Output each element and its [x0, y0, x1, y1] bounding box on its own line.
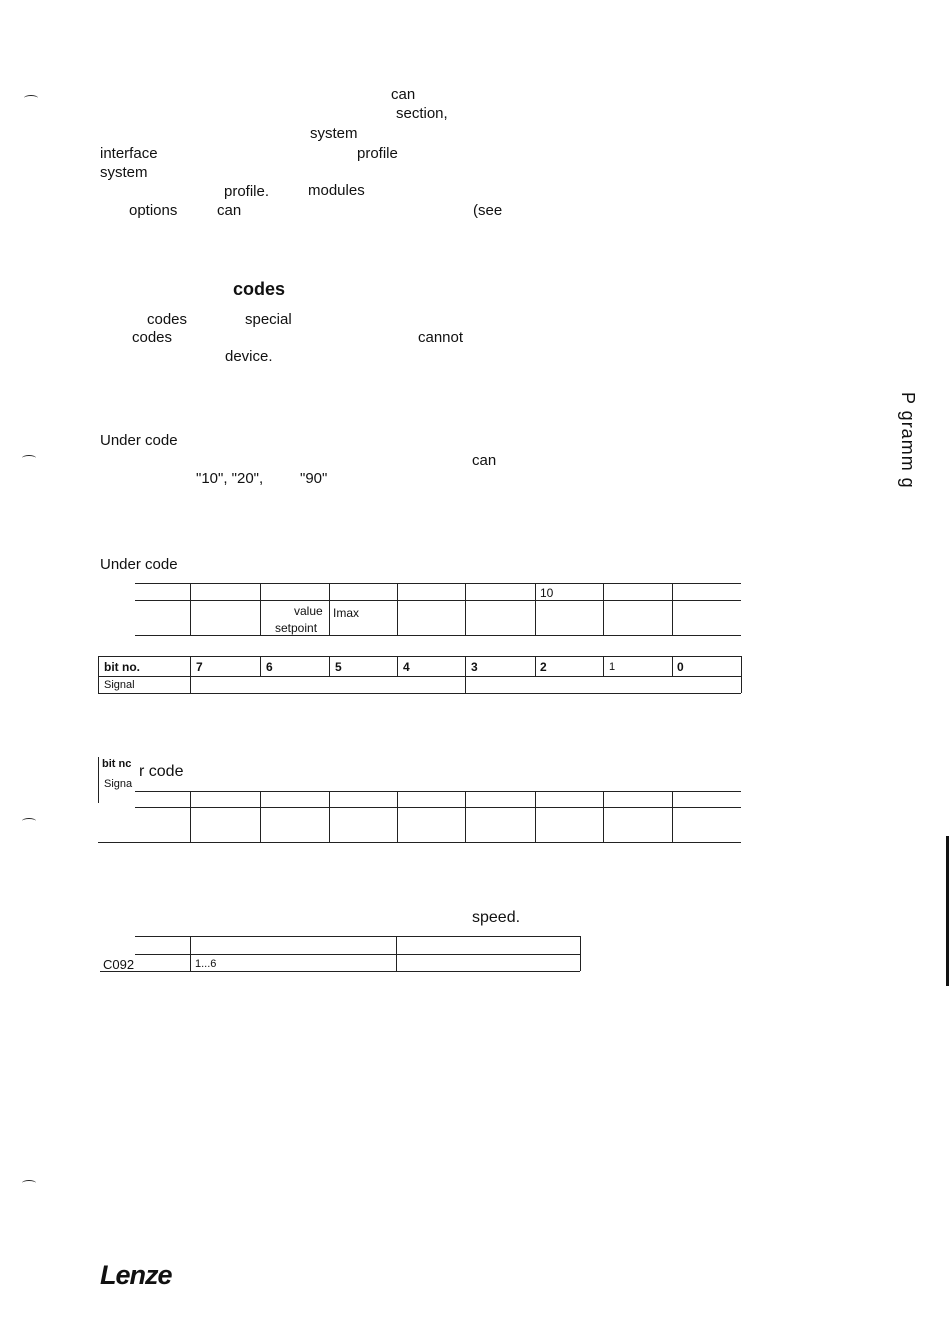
word: can	[391, 86, 416, 103]
word: modules	[308, 182, 365, 199]
margin-mark	[24, 95, 38, 101]
signal-label: Signa	[104, 778, 133, 790]
word: can	[217, 202, 242, 219]
bit-cell: 6	[266, 660, 273, 674]
word: profile.	[224, 183, 270, 200]
word: interface	[100, 145, 158, 162]
bit-cell: 4	[403, 660, 410, 674]
paragraph-label: r code	[139, 763, 184, 780]
range-cell: 1...6	[195, 958, 217, 970]
table-cell: 10	[540, 586, 554, 600]
word: system	[310, 125, 358, 142]
bit-cell: 3	[471, 660, 478, 674]
word: options	[129, 202, 178, 219]
section-heading: codes	[233, 279, 286, 299]
bit-cell: 2	[540, 660, 547, 674]
word: cannot	[418, 329, 464, 346]
bit-no-label: bit no.	[104, 660, 140, 674]
table-cell: setpoint	[275, 621, 318, 635]
paragraph-label: Under code	[100, 556, 178, 573]
bit-cell: 5	[335, 660, 342, 674]
word: system	[100, 164, 148, 181]
running-heading: P gramm g	[898, 392, 918, 489]
word: "90"	[300, 470, 328, 487]
bit-no-label: bit nc	[102, 758, 132, 770]
lenze-logo: Lenze	[100, 1260, 172, 1290]
word: device.	[225, 348, 273, 365]
table-cell: value	[294, 604, 323, 618]
word: speed.	[472, 909, 521, 926]
bit-cell: 7	[196, 660, 203, 674]
table-cell: Imax	[333, 606, 360, 620]
margin-mark	[22, 1180, 36, 1186]
edge-bar	[946, 836, 949, 986]
word: section,	[396, 105, 448, 122]
bit-cell: 0	[677, 660, 684, 674]
signal-label: Signal	[104, 679, 135, 691]
overlap-line	[98, 757, 99, 803]
word: can	[472, 452, 497, 469]
bit-cell: 1	[609, 661, 616, 673]
word: (see	[473, 202, 503, 219]
paragraph-label: Under code	[100, 432, 178, 449]
word: codes	[147, 311, 188, 328]
word: special	[245, 311, 292, 328]
margin-mark	[22, 818, 36, 824]
code-cell: C092	[103, 957, 135, 972]
word: codes	[132, 329, 173, 346]
margin-mark	[22, 455, 36, 461]
word: profile	[357, 145, 398, 162]
word: "10", "20",	[196, 470, 264, 487]
